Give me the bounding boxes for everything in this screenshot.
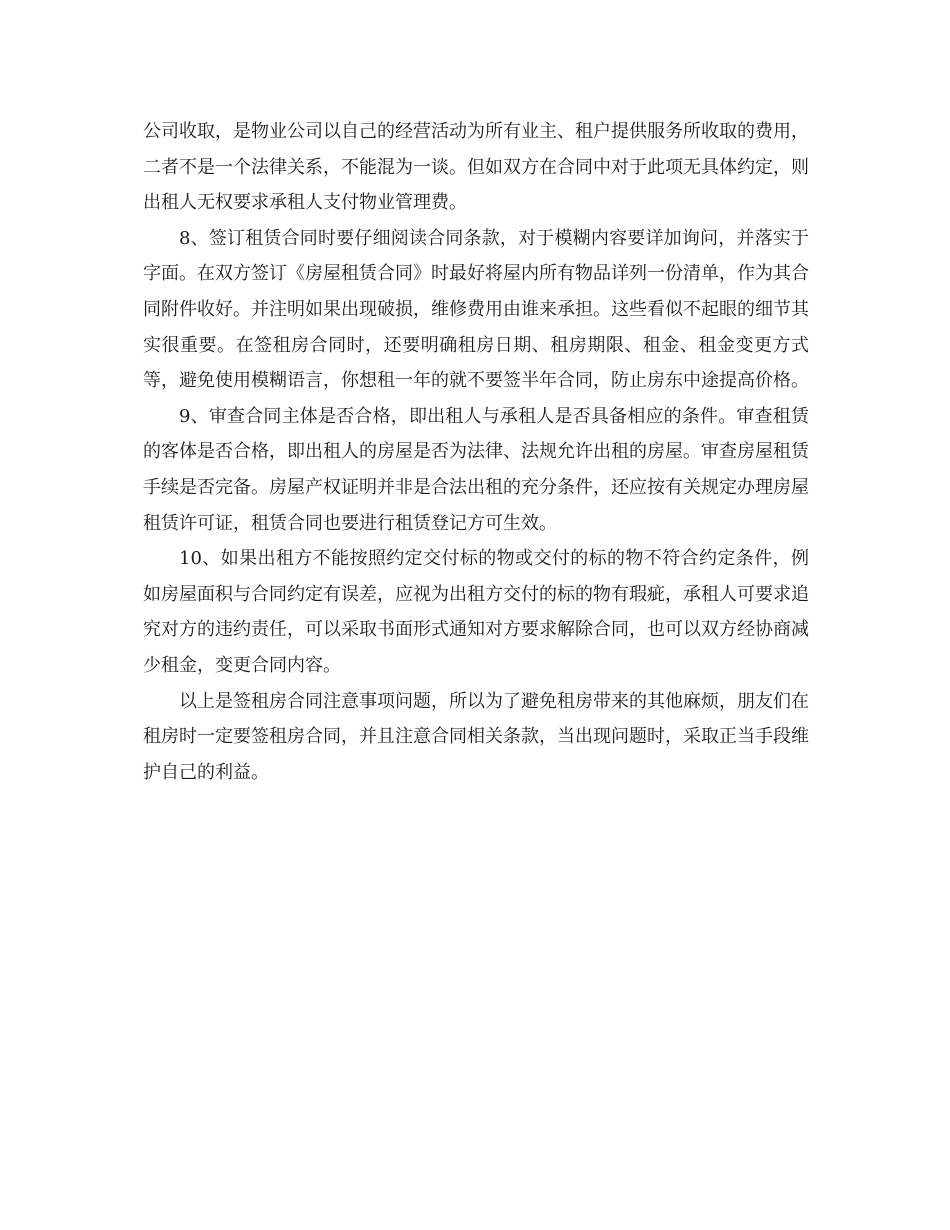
paragraph-conclusion: 以上是签租房合同注意事项问题，所以为了避免租房带来的其他麻烦，朋友们在租房时一定要签租房合同，并且注意合同相关条款，当出现问题时，采取正当手段维护自己的利益。 [143,690,809,783]
paragraph-continuation: 公司收取，是物业公司以自己的经营活动为所有业主、租户提供服务所收取的费用，二者不是一个法律关系，不能混为一谈。但如双方在合同中对于此项无具体约定，则出租人无权要求承租人支付物业管理费。 [143,121,809,214]
paragraph-item-9: 9、审查合同主体是否合格，即出租人与承租人是否具备相应的条件。审查租赁的客体是否合格，即出租人的房屋是否为法律、法规允许出租的房屋。审查房屋租赁手续是否完备。房屋产权证明并非是合法出租的充分条件，还应按有关规定办理房屋租赁许可证，租赁合同也要进行租赁登记方可生效。 [143,405,809,534]
paragraph-item-10: 10、如果出租方不能按照约定交付标的物或交付的标的物不符合约定条件，例如房屋面积与合同约定有误差，应视为出租方交付的标的物有瑕疵，承租人可要求追究对方的违约责任，可以采取书面形式通知对方要求解除合同，也可以双方经协商减少租金，变更合同内容。 [143,548,809,676]
paragraph-item-8: 8、签订租赁合同时要仔细阅读合同条款，对于模糊内容要详加询问，并落实于字面。在双方签订《房屋租赁合同》时最好将屋内所有物品详列一份清单，作为其合同附件收好。并注明如果出现破损，维修费用由谁来承担。这些看似不起眼的细节其实很重要。在签租房合同时，还要明确租房日期、租房期限、租金、租金变更方式等，避免使用模糊语言，你想租一年的就不要签半年合同，防止房东中途提高价格。 [143,227,809,392]
document-body [143,114,809,790]
